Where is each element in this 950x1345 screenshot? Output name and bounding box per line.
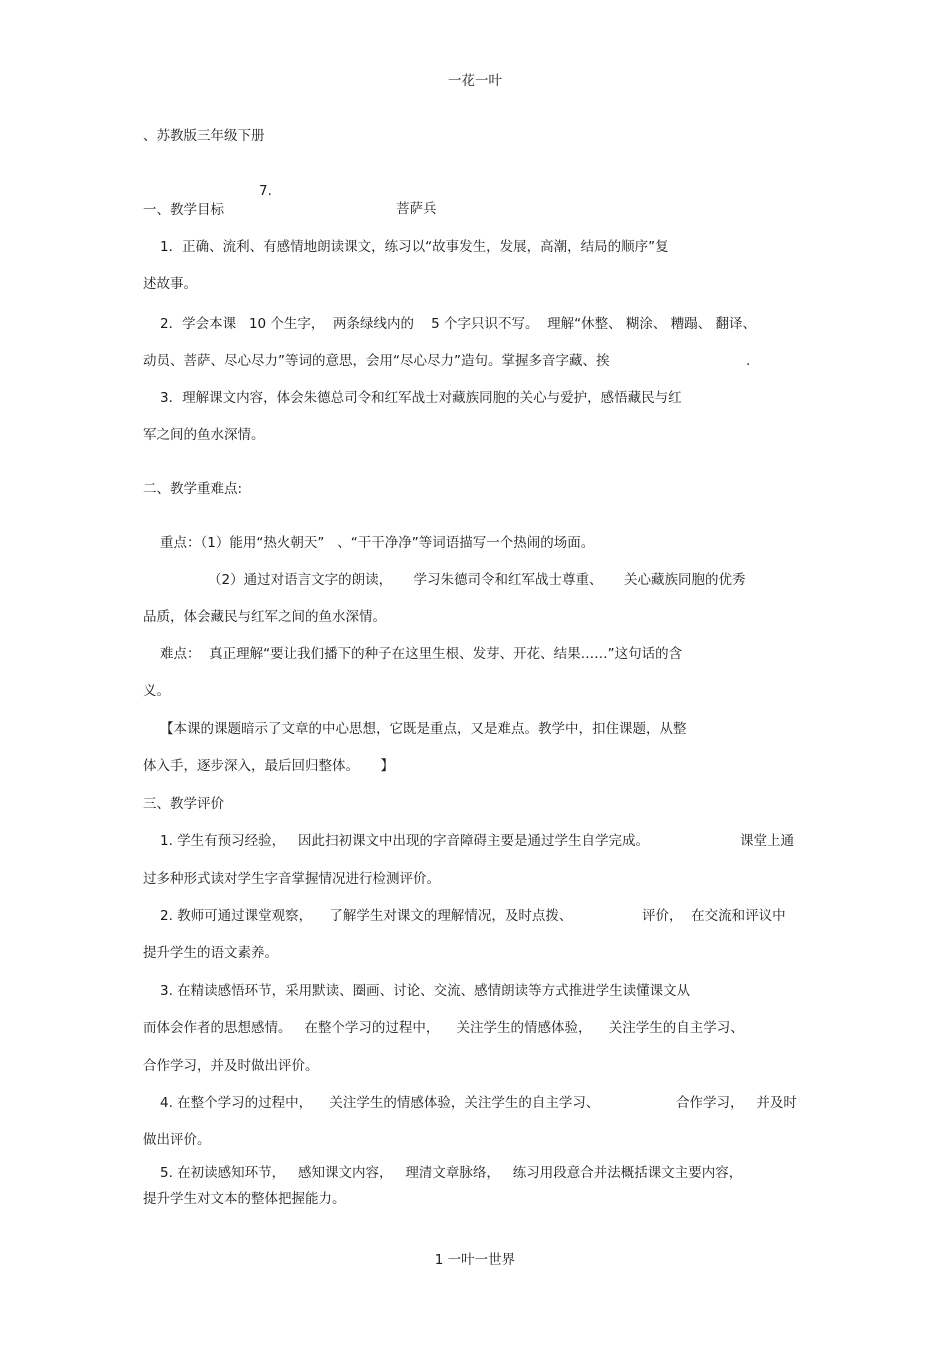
eval-4-line-2: 做出评价。 <box>143 1132 211 1148</box>
note-line-2: 体入手，逐步深入，最后回归整体。 】 <box>143 758 394 774</box>
eval-4-line-1: 4. 在整个学习的过程中， 关注学生的情感体验，关注学生的自主学习、 <box>160 1095 600 1111</box>
key-point-2-line-2: 品质，体会藏民与红军之间的鱼水深情。 <box>143 609 386 625</box>
eval-2-line-2: 提升学生的语文素养。 <box>143 945 278 961</box>
lesson-number: 7. <box>259 183 272 199</box>
section-heading-key-points: 二、教学重难点: <box>143 481 243 497</box>
note-line-1: 【本课的课题暗示了文章的中心思想，它既是重点，又是难点。教学中，扣住课题，从整 <box>160 721 687 737</box>
goal-2-line-2: 动员、菩萨、尽心尽力”等词的意思，会用“尽心尽力”造句。掌握多音字藏、挨 <box>143 353 610 369</box>
page-footer: 1 一叶一世界 <box>434 1252 516 1268</box>
difficulty-line-2: 义。 <box>143 683 170 699</box>
eval-2-line-1-end: 评价， 在交流和评议中 <box>642 908 786 924</box>
eval-3-line-1: 3. 在精读感悟环节，采用默读、圈画、讨论、交流、感情朗读等方式推进学生读懂课文从 <box>160 983 691 999</box>
eval-5-line-1: 5. 在初读感知环节， 感知课文内容， 理清文章脉络， 练习用段意合并法概括课文主要内容， <box>160 1165 743 1181</box>
key-point-1: 重点：（1）能用“热火朝天” 、“干干净净”等词语描写一个热闹的场面。 <box>160 535 595 551</box>
eval-1-line-1-end: 课堂上通 <box>740 833 794 849</box>
page-header: 一花一叶 <box>448 73 502 89</box>
goal-3-line-1: 3．理解课文内容，体会朱德总司令和红军战士对藏族同胞的关心与爱护，感悟藏民与红 <box>160 390 682 406</box>
section-heading-evaluation: 三、教学评价 <box>143 796 224 812</box>
eval-4-line-1-end: 合作学习， 并及时 <box>676 1095 797 1111</box>
difficulty-line-1: 难点： 真正理解“要让我们播下的种子在这里生根、发芽、开花、结果……”这句话的含 <box>160 646 683 662</box>
goal-2-end-mark: . <box>746 353 751 369</box>
eval-2-line-1: 2. 教师可通过课堂观察， 了解学生对课文的理解情况，及时点拨、 <box>160 908 573 924</box>
eval-1-line-1: 1. 学生有预习经验， 因此扫初课文中出现的字音障碍主要是通过学生自学完成。 <box>160 833 650 849</box>
grade-line: 、苏教版三年级下册 <box>143 128 265 144</box>
eval-5-line-2: 提升学生对文本的整体把握能力。 <box>143 1191 346 1207</box>
eval-3-line-3: 合作学习，并及时做出评价。 <box>143 1058 319 1074</box>
eval-3-line-2: 而体会作者的思想感情。 在整个学习的过程中， 关注学生的情感体验， 关注学生的自主学习、 <box>143 1020 744 1036</box>
goal-3-line-2: 军之间的鱼水深情。 <box>143 427 265 443</box>
goal-2-line-1: 2．学会本课 10 个生字， 两条绿线内的 5 个字只识不写。 理解“休整、 糊涂、 糟蹋、 翻译、 <box>160 316 757 332</box>
eval-1-line-2: 过多种形式读对学生字音掌握情况进行检测评价。 <box>143 871 440 887</box>
lesson-title: 菩萨兵 <box>396 201 437 217</box>
goal-1-line-2: 述故事。 <box>143 276 197 292</box>
goal-1-line-1: 1．正确、流利、有感情地朗读课文，练习以“故事发生，发展，高潮，结局的顺序”复 <box>160 239 669 255</box>
section-heading-goals: 一、教学目标 <box>143 202 224 218</box>
key-point-2-line-1: （2）通过对语言文字的朗读， 学习朱德司令和红军战士尊重、 关心藏族同胞的优秀 <box>208 572 746 588</box>
